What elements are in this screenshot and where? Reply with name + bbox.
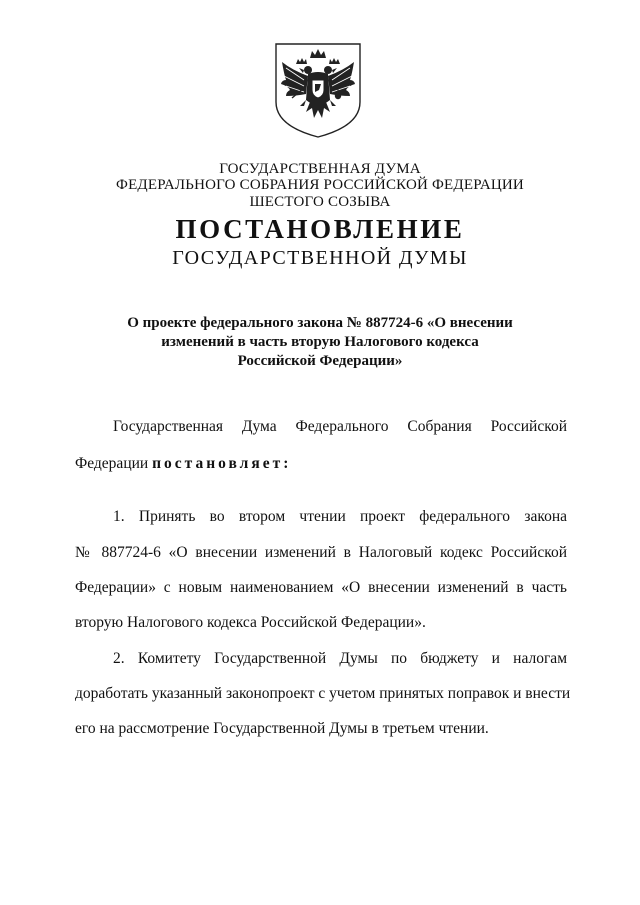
document-title: ПОСТАНОВЛЕНИЕ (175, 214, 465, 244)
convocation-line: ШЕСТОГО СОЗЫВА (249, 194, 391, 210)
item1-line3: Федерации» с новым наименованием «О внесении изменений в часть (75, 579, 567, 596)
item2-line2: доработать указанный законопроект с учетом принятых поправок и внести (75, 685, 571, 702)
preamble-line1: Государственная Дума Федерального Собрания Российской (113, 418, 567, 435)
item1-line2: № 887724-6 «О внесении изменений в Налоговый кодекс Российской (75, 544, 567, 561)
preamble-prefix: Федерации (75, 455, 153, 472)
document-subtitle: ГОСУДАРСТВЕННОЙ ДУМЫ (172, 247, 468, 269)
org-name-line1: ГОСУДАРСТВЕННАЯ ДУМА (219, 161, 421, 177)
item1-line4: вторую Налогового кодекса Российской Федерации». (75, 614, 426, 631)
resolves-keyword: постановляет: (152, 455, 292, 472)
item2-line1: 2. Комитету Государственной Думы по бюджету и налогам (113, 650, 567, 667)
subject-line1: О проекте федерального закона № 887724-6 «О внесении (127, 315, 513, 331)
org-name-line2: ФЕДЕРАЛЬНОГО СОБРАНИЯ РОССИЙСКОЙ ФЕДЕРАЦИИ (116, 177, 524, 193)
subject-line2: изменений в часть вторую Налогового кодекса (161, 334, 479, 350)
coat-of-arms-icon (270, 40, 366, 140)
item1-line1: 1. Принять во втором чтении проект федерального закона (113, 508, 567, 525)
preamble-line2 (75, 454, 567, 474)
item2-line3: его на рассмотрение Государственной Думы в третьем чтении. (75, 720, 489, 737)
subject-line3: Российской Федерации» (237, 353, 403, 369)
